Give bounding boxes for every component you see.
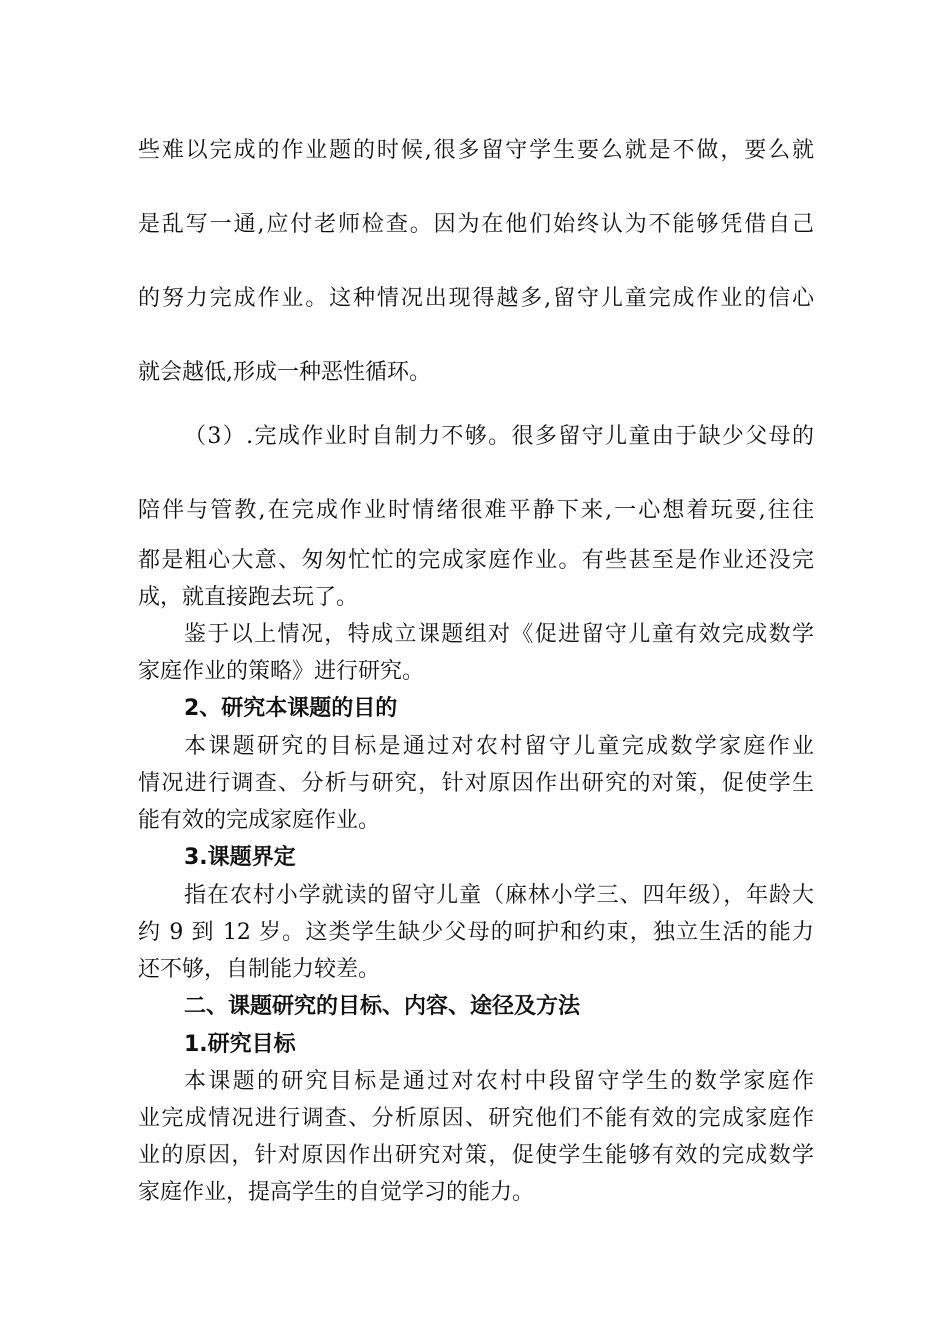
paragraph-line: 家庭作业，提高学生的自觉学习的能力。 xyxy=(138,1180,535,1205)
paragraph-line: 鉴于以上情况，特成立课题组对《促进留守儿童有效完成数学 xyxy=(184,622,814,647)
paragraph-line: 本课题的研究目标是通过对农村中段留守学生的数学家庭作 xyxy=(184,1069,814,1094)
paragraph-line: 约 9 到 12 岁。这类学生缺少父母的呵护和约束，独立生活的能力 xyxy=(138,920,814,945)
paragraph-line: 就会越低,形成一种恶性循环。 xyxy=(138,360,431,385)
section-heading: 3.课题界定 xyxy=(184,845,296,870)
paragraph-line: 本课题研究的目标是通过对农村留守儿童完成数学家庭作业 xyxy=(184,734,814,759)
paragraph-line: 成，就直接跑去玩了。 xyxy=(138,585,359,610)
section-heading: 2、研究本课题的目的 xyxy=(184,696,398,721)
paragraph-line: 些难以完成的作业题的时候,很多留守学生要么就是不做，要么就 xyxy=(138,138,814,163)
paragraph-line: 的努力完成作业。这种情况出现得越多,留守儿童完成作业的信心 xyxy=(138,286,814,311)
paragraph-line: 是乱写一通,应付老师检查。因为在他们始终认为不能够凭借自己 xyxy=(138,212,814,237)
paragraph-line: 情况进行调查、分析与研究，针对原因作出研究的对策，促使学生 xyxy=(138,771,814,796)
paragraph-line: 指在农村小学就读的留守儿童（麻林小学三、四年级），年龄大 xyxy=(184,883,814,908)
paragraph-line: 业的原因，针对原因作出研究对策，促使学生能够有效的完成数学 xyxy=(138,1143,814,1168)
paragraph-line: 能有效的完成家庭作业。 xyxy=(138,808,381,833)
paragraph-line: 业完成情况进行调查、分析原因、研究他们不能有效的完成家庭作 xyxy=(138,1106,814,1131)
section-heading: 1.研究目标 xyxy=(184,1032,296,1057)
section-heading: 二、课题研究的目标、内容、途径及方法 xyxy=(184,994,581,1019)
paragraph-line: 陪伴与管教,在完成作业时情绪很难平静下来,一心想着玩耍,往往 xyxy=(138,498,814,523)
paragraph-line: 家庭作业的策略》进行研究。 xyxy=(138,659,425,684)
paragraph-line: 都是粗心大意、匆匆忙忙的完成家庭作业。有些甚至是作业还没完 xyxy=(138,548,814,573)
paragraph-line: 还不够，自制能力较差。 xyxy=(138,957,381,982)
paragraph-line: （3）.完成作业时自制力不够。很多留守儿童由于缺少父母的 xyxy=(184,424,814,449)
